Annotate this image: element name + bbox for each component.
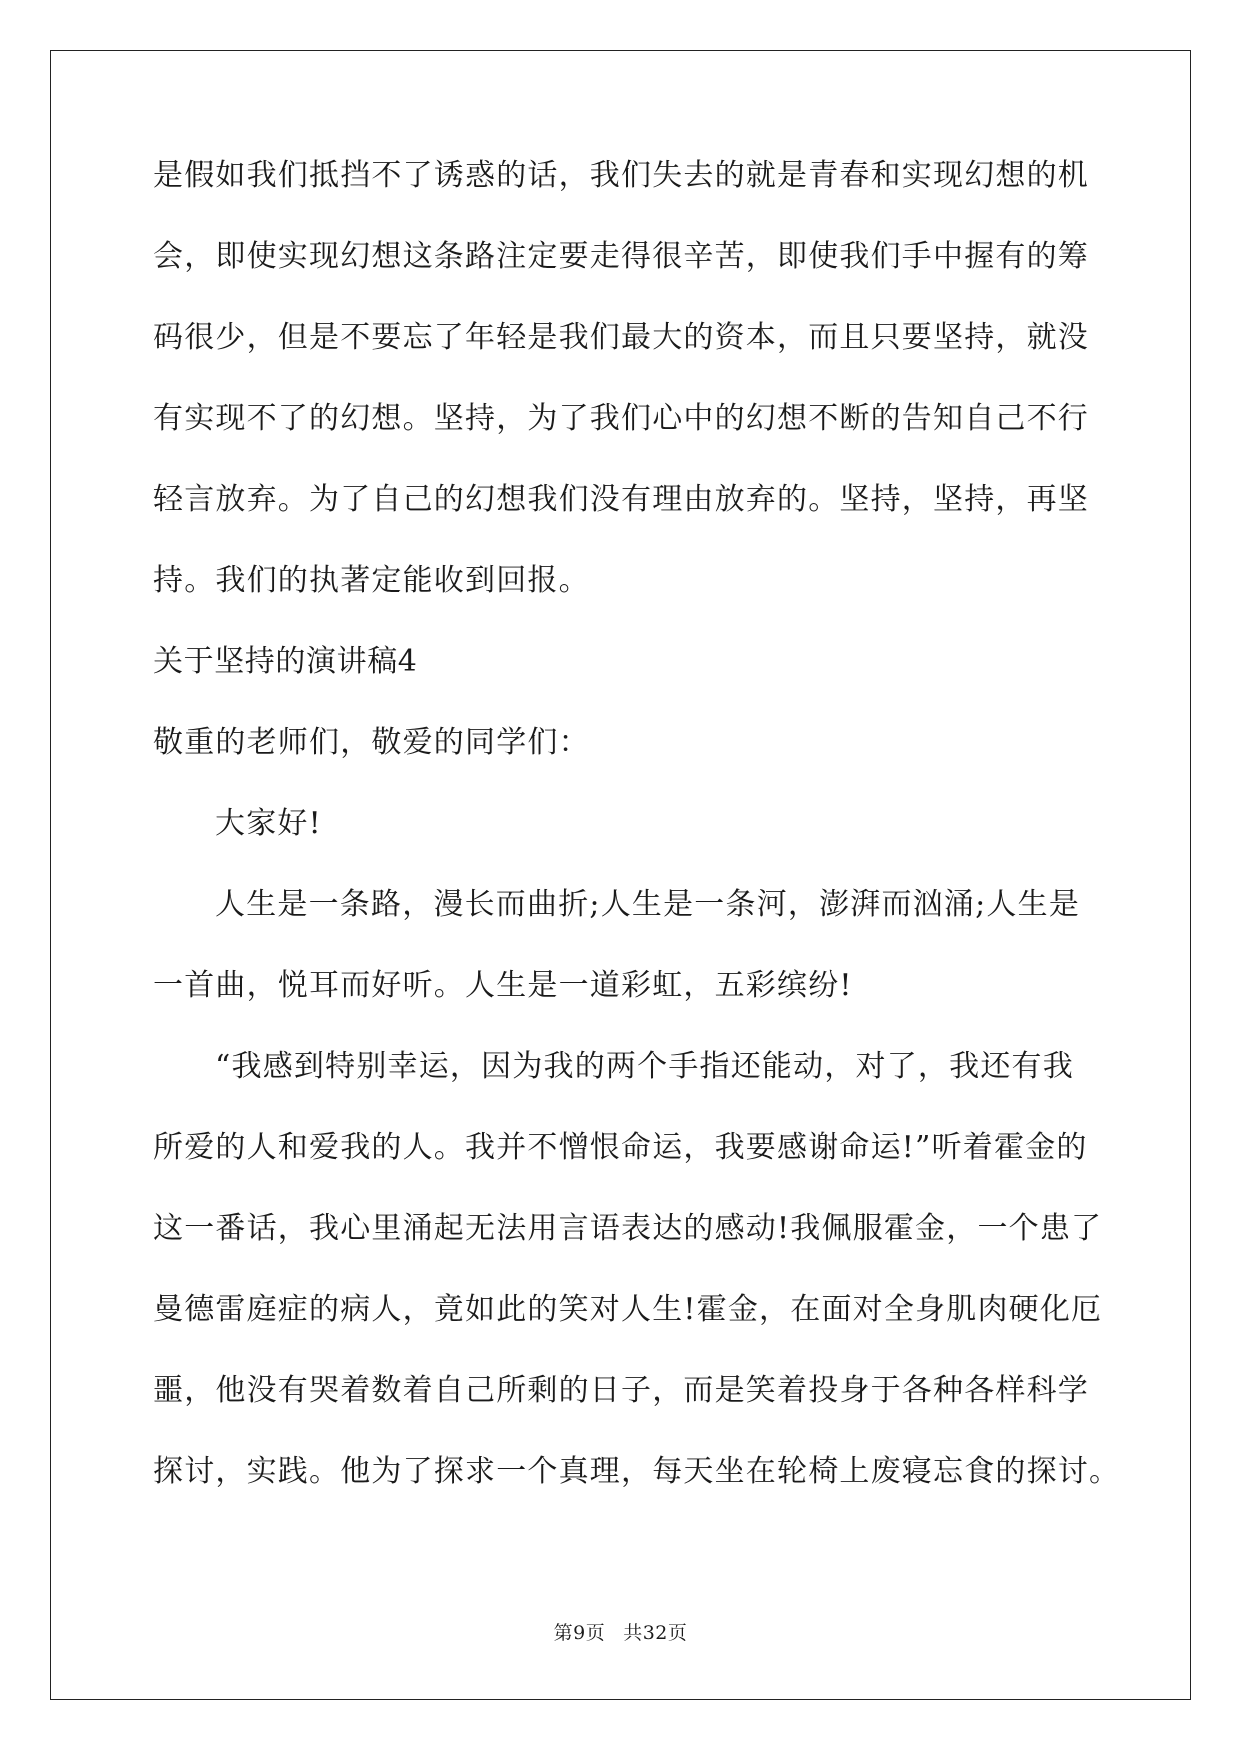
text-line-16: 噩，他没有哭着数着自己所剩的日子，而是笑着投身于各种各样科学 (153, 1373, 1089, 1408)
section-heading: 关于坚持的演讲稿4 (153, 644, 418, 679)
document-body (153, 158, 1121, 1535)
text-line-12: “我感到特别幸运，因为我的两个手指还能动，对了，我还有我 (215, 1049, 1074, 1084)
text-line-1: 是假如我们抵挡不了诱惑的话，我们失去的就是青春和实现幻想的机 (153, 158, 1089, 193)
text-line-17: 探讨，实践。他为了探求一个真理，每天坐在轮椅上废寝忘食的探讨。 (153, 1454, 1121, 1489)
page-total: 共32页 (623, 1622, 688, 1644)
text-line-13: 所爱的人和爱我的人。我并不憎恨命运，我要感谢命运!”听着霍金的 (153, 1130, 1088, 1165)
text-line-15: 曼德雷庭症的病人，竟如此的笑对人生!霍金，在面对全身肌肉硬化厄 (153, 1292, 1103, 1327)
text-line-5: 轻言放弃。为了自己的幻想我们没有理由放弃的。坚持，坚持，再坚 (153, 482, 1089, 517)
text-line-4: 有实现不了的幻想。坚持，为了我们心中的幻想不断的告知自己不行 (153, 401, 1089, 436)
page-footer (0, 1618, 1241, 1645)
text-line-14: 这一番话，我心里涌起无法用言语表达的感动!我佩服霍金，一个患了 (153, 1211, 1103, 1246)
text-line-10: 人生是一条路，漫长而曲折;人生是一条河，澎湃而汹涌;人生是 (215, 887, 1081, 922)
text-line-3: 码很少，但是不要忘了年轻是我们最大的资本，而且只要坚持，就没 (153, 320, 1089, 355)
text-line-2: 会，即使实现幻想这条路注定要走得很辛苦，即使我们手中握有的筹 (153, 239, 1089, 274)
text-line-6: 持。我们的执著定能收到回报。 (153, 563, 590, 598)
salutation: 敬重的老师们，敬爱的同学们： (153, 725, 590, 760)
text-line-11: 一首曲，悦耳而好听。人生是一道彩虹，五彩缤纷! (153, 968, 853, 1003)
greeting: 大家好! (215, 806, 322, 841)
page-number: 第9页 (553, 1622, 606, 1644)
